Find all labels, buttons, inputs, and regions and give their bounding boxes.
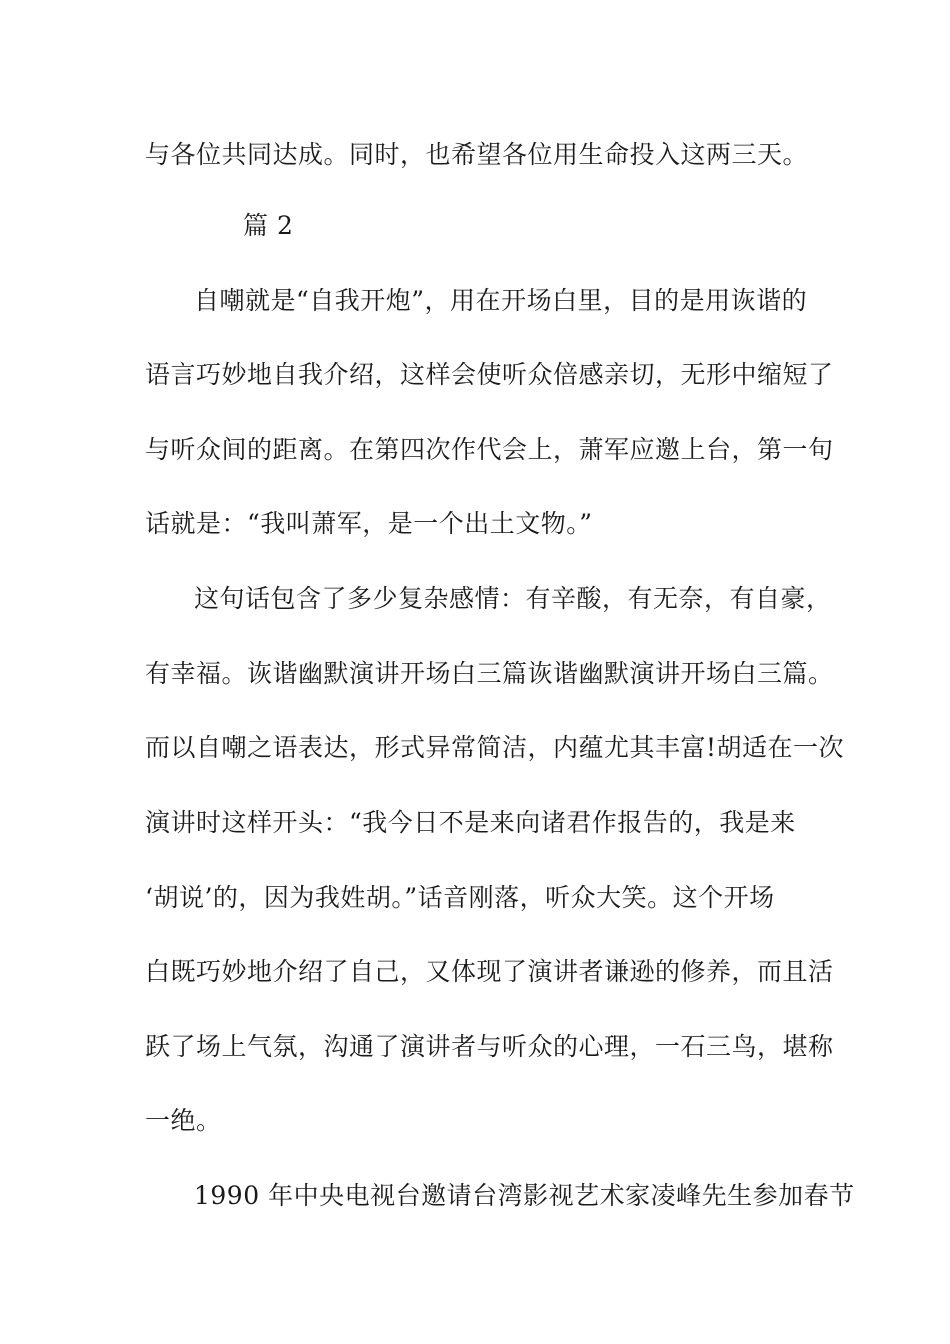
text-line: 白既巧妙地介绍了自己，又体现了演讲者谦逊的修养，而且活 bbox=[145, 957, 834, 986]
text-line: 这句话包含了多少复杂感情：有辛酸，有无奈，有自豪， bbox=[194, 584, 832, 613]
text-line: 演讲时这样开头：“我今日不是来向诸君作报告的，我是来 bbox=[145, 808, 796, 837]
text-line: ‘胡说’的，因为我姓胡。”话音刚落，听众大笑。这个开场 bbox=[145, 883, 775, 912]
section-heading: 篇 2 bbox=[243, 211, 294, 240]
text-line: 有幸福。诙谐幽默演讲开场白三篇诙谐幽默演讲开场白三篇。 bbox=[145, 659, 834, 688]
text-line: 跃了场上气氛，沟通了演讲者与听众的心理，一石三鸟，堪称 bbox=[145, 1032, 834, 1061]
text-line: 与听众间的距离。在第四次作代会上，萧军应邀上台，第一句 bbox=[145, 435, 834, 464]
text-line: 一绝。 bbox=[145, 1106, 222, 1135]
text-line: 话就是：“我叫萧军，是一个出土文物。” bbox=[145, 509, 593, 538]
text-line: 自嘲就是“自我开炮”，用在开场白里，目的是用诙谐的 bbox=[194, 286, 808, 315]
text-line: 1990 年中央电视台邀请台湾影视艺术家凌峰先生参加春节 bbox=[194, 1181, 855, 1210]
text-line: 而以自嘲之语表达，形式异常简洁，内蕴尤其丰富!胡适在一次 bbox=[145, 733, 845, 762]
text-line: 语言巧妙地自我介绍，这样会使听众倍感亲切，无形中缩短了 bbox=[145, 360, 834, 389]
text-line: 与各位共同达成。同时，也希望各位用生命投入这两三天。 bbox=[145, 140, 809, 169]
